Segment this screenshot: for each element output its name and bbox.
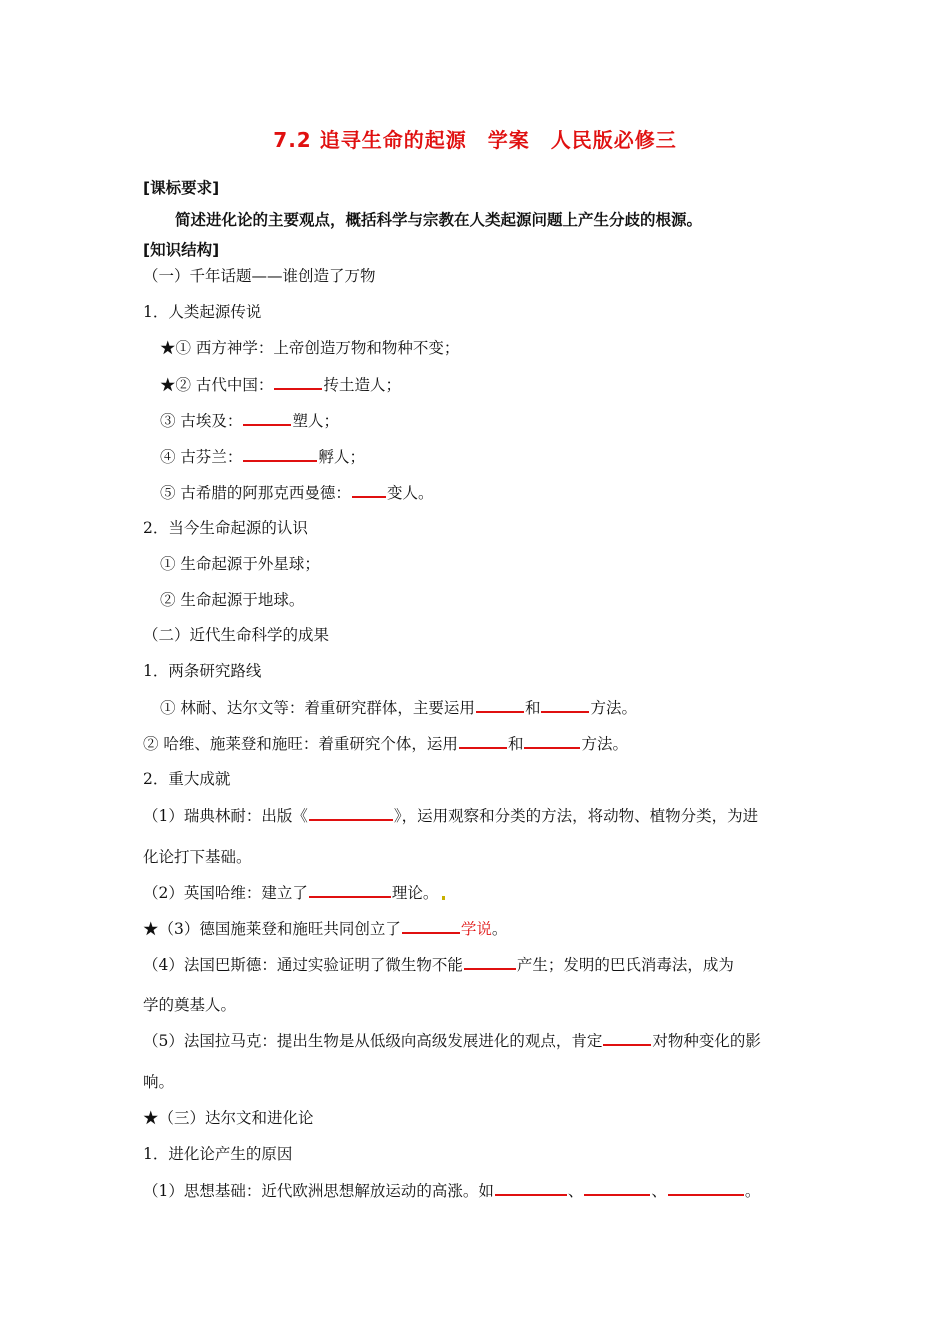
- course-requirements-heading: [课标要求]: [143, 179, 220, 197]
- legend-ancient-china: ★② 古代中国： 抟土造人；: [160, 376, 401, 394]
- fill-blank[interactable]: [541, 697, 589, 713]
- fill-blank[interactable]: [603, 1030, 651, 1046]
- section-3-title: ★（三）达尔文和进化论: [143, 1109, 314, 1127]
- legend-ancient-egypt: ③ 古埃及： 塑人；: [160, 412, 339, 430]
- fill-blank[interactable]: [476, 697, 524, 713]
- point-two-research-routes: 1．两条研究路线: [143, 662, 262, 680]
- legend-ancient-finland: ④ 古芬兰： 孵人；: [160, 448, 365, 466]
- point-major-achievements: 2．重大成就: [143, 770, 231, 788]
- document-title: 7.2 追寻生命的起源 学案 人民版必修三: [273, 128, 677, 152]
- achievement-lamarck: （5）法国拉马克：提出生物是从低级向高级发展进化的观点，肯定 对物种变化的影: [143, 1032, 761, 1050]
- point-modern-understanding: 2．当今生命起源的认识: [143, 519, 308, 537]
- route-harvey-schleiden-schwann: ② 哈维、施莱登和施旺：着重研究个体，运用 和 方法。: [143, 735, 628, 753]
- legend-western-theology: ★① 西方神学：上帝创造万物和物种不变；: [160, 339, 460, 357]
- fill-blank[interactable]: [309, 882, 391, 898]
- origin-earth: ② 生命起源于地球。: [160, 591, 305, 609]
- point-human-origin-legends: 1．人类起源传说: [143, 303, 262, 321]
- fill-blank[interactable]: [524, 733, 580, 749]
- achievement-linnaeus-cont: 化论打下基础。: [143, 848, 252, 866]
- legend-anaximander: ⑤ 古希腊的阿那克西曼德： 变人。: [160, 484, 434, 502]
- origin-outer-space: ① 生命起源于外星球；: [160, 555, 320, 573]
- knowledge-structure-heading: [知识结构]: [143, 241, 220, 259]
- section-1-title: （一）千年话题——谁创造了万物: [143, 267, 376, 285]
- fill-blank[interactable]: [352, 482, 386, 498]
- achievement-pasteur: （4）法国巴斯德：通过实验证明了微生物不能 产生；发明的巴氏消毒法，成为: [143, 956, 734, 974]
- achievement-schleiden-schwann: ★（3）德国施莱登和施旺共同创立了 学说。: [143, 920, 508, 938]
- achievement-linnaeus: （1）瑞典林耐：出版《 》，运用观察和分类的方法，将动物、植物分类，为进: [143, 807, 759, 825]
- fill-blank[interactable]: [274, 374, 322, 390]
- fill-blank[interactable]: [243, 410, 291, 426]
- fill-blank[interactable]: [495, 1180, 567, 1196]
- fill-blank[interactable]: [309, 805, 393, 821]
- achievement-pasteur-cont: 学的奠基人。: [143, 996, 237, 1014]
- point-evolution-causes: 1．进化论产生的原因: [143, 1145, 293, 1163]
- stray-mark: [442, 896, 445, 900]
- course-requirements-text: 简述进化论的主要观点，概括科学与宗教在人类起源问题上产生分歧的根源。: [175, 211, 703, 229]
- fill-blank[interactable]: [584, 1180, 650, 1196]
- cause-ideological-basis: （1）思想基础：近代欧洲思想解放运动的高涨。如 、 、 。: [143, 1182, 761, 1200]
- achievement-lamarck-cont: 响。: [143, 1073, 175, 1091]
- route-linnaeus-darwin: ① 林耐、达尔文等：着重研究群体，主要运用 和 方法。: [160, 699, 637, 717]
- fill-blank[interactable]: [402, 918, 460, 934]
- fill-blank[interactable]: [464, 954, 516, 970]
- fill-blank[interactable]: [459, 733, 507, 749]
- fill-blank[interactable]: [668, 1180, 744, 1196]
- achievement-harvey: （2）英国哈维：建立了 理论。: [143, 882, 449, 903]
- section-2-title: （二）近代生命科学的成果: [143, 626, 330, 644]
- fill-blank[interactable]: [243, 446, 317, 462]
